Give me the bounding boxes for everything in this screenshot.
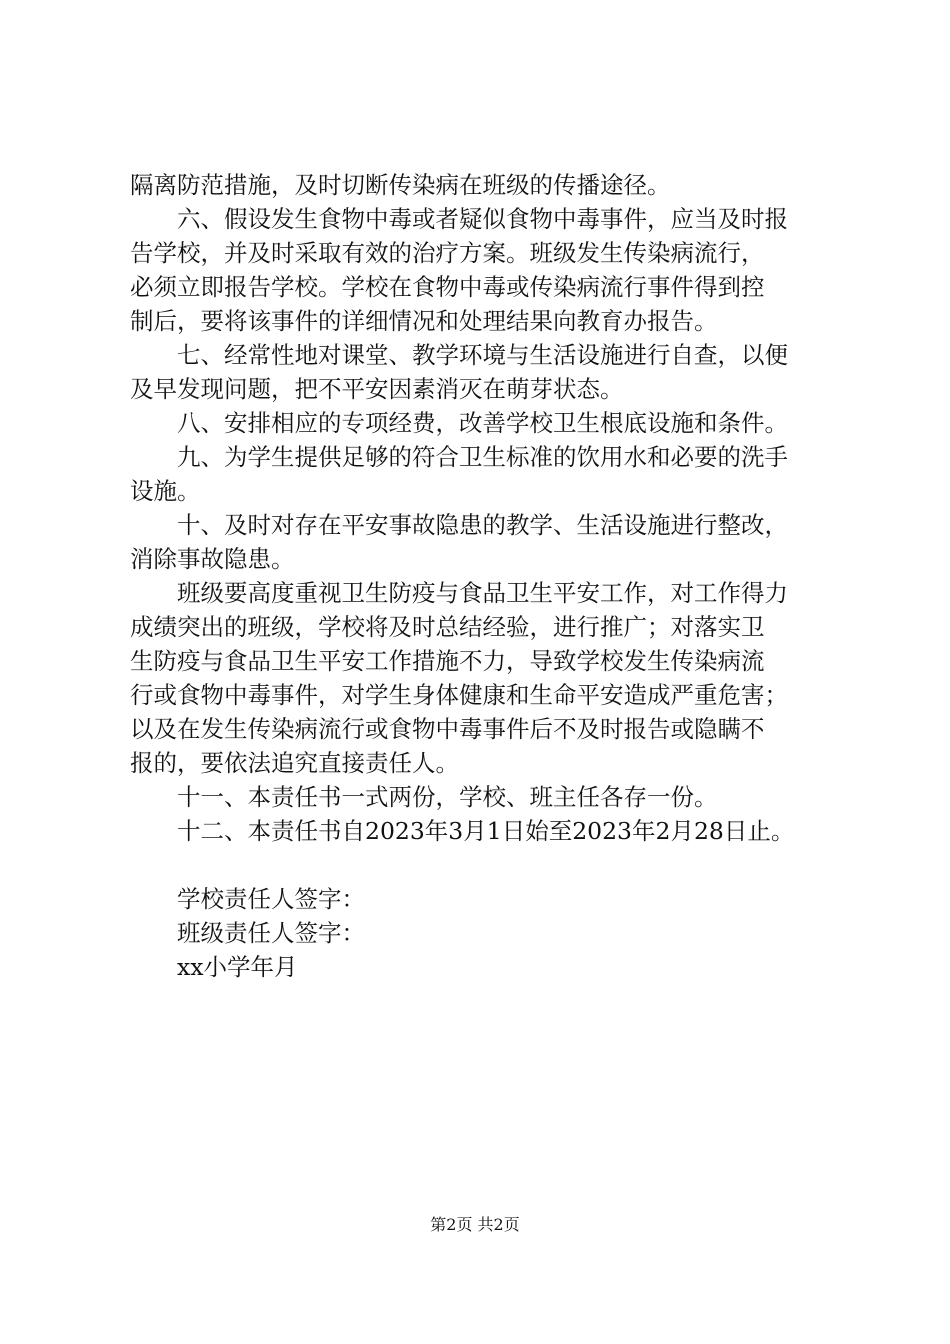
paragraph-line: 行或食物中毒事件，对学生身体健康和生命平安造成严重危害； [130, 681, 788, 709]
document-body [130, 168, 830, 984]
paragraph-line: 隔离防范措施，及时切断传染病在班级的传播途径。 [130, 171, 671, 199]
paragraph-line: 消除事故隐患。 [130, 545, 295, 573]
paragraph-line: 十、及时对存在平安事故隐患的教学、生活设施进行整改， [177, 511, 788, 539]
paragraph-line: 班级要高度重视卫生防疫与食品卫生平安工作，对工作得力 [177, 579, 788, 607]
paragraph-line: 报的，要依法追究直接责任人。 [130, 749, 459, 777]
paragraph-line: 设施。 [130, 477, 201, 505]
signature-line: xx小学年月 [177, 953, 298, 981]
paragraph-line: 十一、本责任书一式两份，学校、班主任各存一份。 [177, 783, 718, 811]
paragraph-line: 成绩突出的班级，学校将及时总结经验，进行推广；对落实卫 [130, 613, 765, 641]
paragraph-line: 以及在发生传染病流行或食物中毒事件后不及时报告或隐瞒不 [130, 715, 765, 743]
signature-line: 学校责任人签字： [177, 885, 365, 913]
paragraph-gap [130, 848, 830, 882]
paragraph-line: 生防疫与食品卫生平安工作措施不力，导致学校发生传染病流 [130, 647, 765, 675]
paragraph-line: 十二、本责任书自2023年3月1日始至2023年2月28日止。 [177, 817, 795, 845]
paragraph-line: 制后，要将该事件的详细情况和处理结果向教育办报告。 [130, 307, 718, 335]
paragraph-line: 九、为学生提供足够的符合卫生标准的饮用水和必要的洗手 [177, 443, 788, 471]
paragraph-line: 告学校，并及时采取有效的治疗方案。班级发生传染病流行， [130, 239, 765, 267]
signature-line: 班级责任人签字： [177, 919, 365, 947]
paragraph-line: 六、假设发生食物中毒或者疑似食物中毒事件，应当及时报 [177, 205, 788, 233]
paragraph-line: 八、安排相应的专项经费，改善学校卫生根底设施和条件。 [177, 409, 788, 437]
paragraph-line: 七、经常性地对课堂、教学环境与生活设施进行自查，以便 [177, 341, 788, 369]
page-footer: 第2页 共2页 [430, 1215, 520, 1234]
paragraph-line: 必须立即报告学校。学校在食物中毒或传染病流行事件得到控 [130, 273, 765, 301]
paragraph-line: 及早发现问题，把不平安因素消灭在萌芽状态。 [130, 375, 624, 403]
